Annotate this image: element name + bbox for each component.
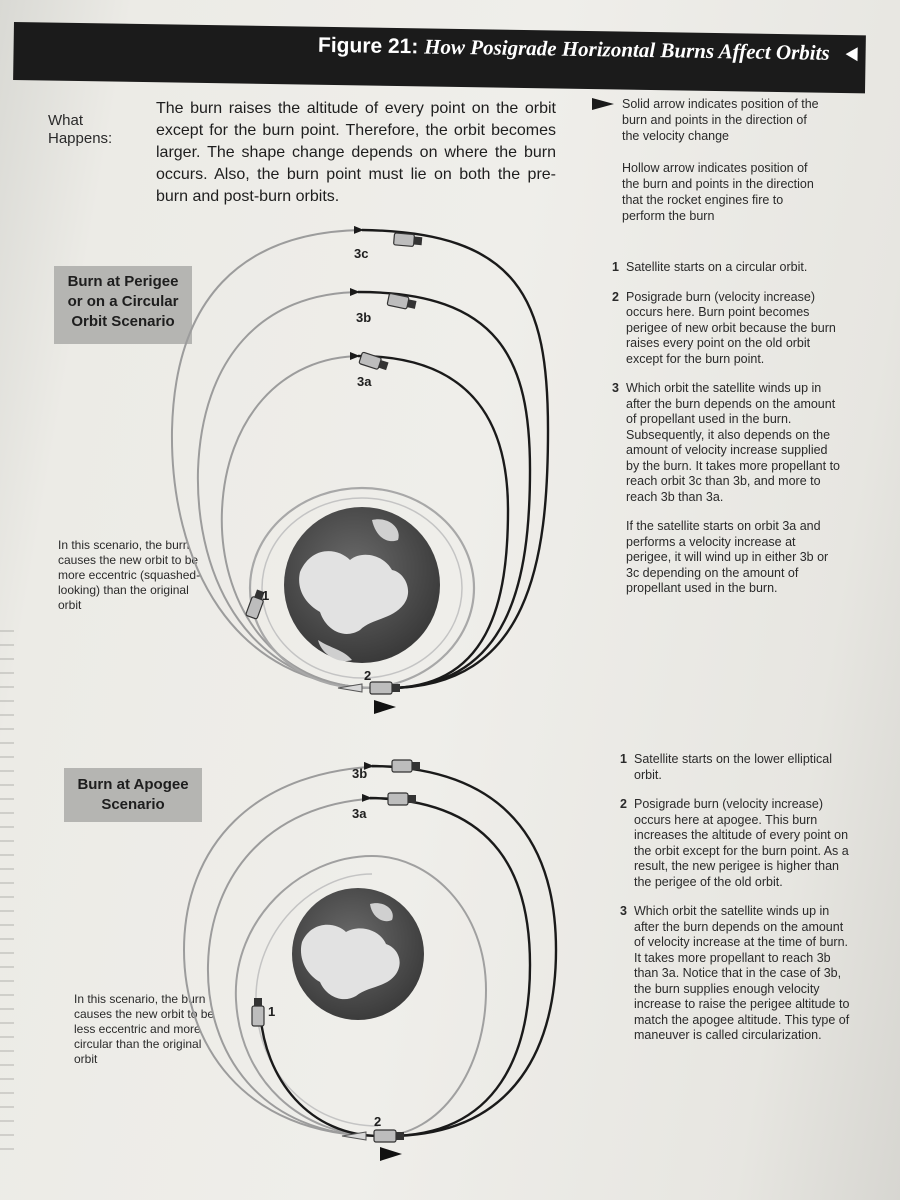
step-number: 2 [612,289,619,304]
step-text: Posigrade burn (velocity increase) occurs here. Burn point becomes perigee of new orbit because the burn raises every point on the old orbit except for the burn point. [626,289,836,366]
orbit-label-3b: 3b [352,766,368,781]
scenario2-title: Burn at Apogee Scenario [64,768,202,822]
orbit-label-3b: 3b [356,310,372,325]
step-number: 1 [612,260,619,274]
scenario1-title: Burn at Perigee or on a Circular Orbit Scenario [54,266,192,344]
point-label-1: 1 [262,588,270,603]
satellite-icon [388,793,416,805]
orbit-label-3c: 3c [354,246,369,261]
satellite-icon [374,1130,404,1142]
orbit-original-path [260,1010,380,1136]
step-extra-text: If the satellite starts on orbit 3a and performs a velocity increase at perigee, it will wind up in either 3b or 3c depending on the amount of propellant used in the burn. [626,519,829,595]
point-label-1: 1 [268,1004,276,1019]
what-happens-label: What Happens: [48,112,113,147]
step-text: Satellite starts on a circular orbit. [626,260,808,274]
step-text: Posigrade burn (velocity increase) occurs here at apogee. This burn increases the altitude of every point on the orbit except for the burn point. As a result, the new perigee is higher than the perigee of the old orbit. [634,797,849,889]
point-label-2: 2 [364,668,372,683]
step-number: 3 [620,904,627,918]
step-number: 1 [620,752,627,766]
earth-icon [284,507,440,663]
satellite-icon [359,352,389,372]
scenario2-note: In this scenario, the burn causes the new orbit to be less eccentric and more circular than the original orbit [74,992,215,1066]
earth-icon [292,888,424,1020]
scenario1-diagram [172,230,548,714]
step-number: 3 [612,381,619,395]
intro-paragraph: The burn raises the altitude of every point on the orbit except for the burn point. Therefore, the orbit becomes larger. The shape change depends on where the burn occurs. Also, the burn point must lie on both the pre-burn and post-burn orbits. [156,100,556,205]
step-text: Satellite starts on the lower elliptical orbit. [634,752,833,782]
satellite-icon [252,998,264,1026]
solid-arrow-icon [374,700,396,714]
figure-number: Figure 21: [317,33,419,59]
step-number: 2 [620,797,627,811]
orbit-label-3a: 3a [357,374,372,389]
scenario1-note: In this scenario, the burn causes the new orbit to be more eccentric (squashed-looking) than the original orbit [58,538,201,612]
point-label-2: 2 [374,1114,382,1129]
solid-arrow-icon [380,1147,402,1161]
step-text: Which orbit the satellite winds up in after the burn depends on the amount of velocity increase at the time of burn. It takes more propellant to reach 3b than 3a. Notice that in the case of 3b, the burn supplies enough velocity increase to raise the perigee altitude to match the apogee altitude. This type of maneuver is called circularization. [634,904,850,1042]
scenario2-diagram [184,760,556,1161]
legend-solid-text: Solid arrow indicates position of the burn and points in the direction of the velocity change [622,97,819,143]
step-text: Which orbit the satellite winds up in after the burn depends on the amount of propellant used in the burn. Subsequently, it also depends on the amount of velocity increase supplied by the burn. It takes more propellant to reach orbit 3c than 3b, and more to reach 3b than 3a. [626,381,841,504]
legend-hollow-text: Hollow arrow indicates position of the burn and points in the direction that the rocket engines fire to perform the burn [622,161,814,223]
figure-title-text: How Posigrade Horizontal Burns Affect Orbits [423,34,830,65]
orbit-label-3a: 3a [352,806,367,821]
